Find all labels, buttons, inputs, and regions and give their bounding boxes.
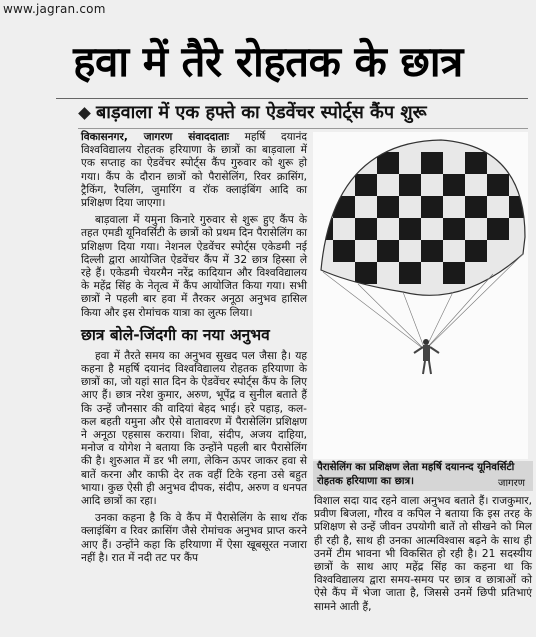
site-url: www.jagran.com [3, 2, 106, 16]
divider [78, 128, 528, 129]
article-paragraph: उनका कहना है कि वे कैंप में पैरासेलिंग के साथ रॉक क्लाइंबिंग व रिवर क्रासिंग जैसे रोमांचक अनुभव प्राप्त करने आए हैं। उन्होंने कहा कि हरियाणा में ऐसा खूबसूरत नजारा नहीं है। रात में नदी तट पर कैंप [81, 512, 307, 564]
subheadline-text: बाड़वाला में एक हफ्ते का ऐडवेंचर स्पोर्ट्स कैंप शुरू [96, 102, 427, 123]
paragraph-text: महर्षि दयानंद विश्वविद्यालय रोहतक हरियाणा के छात्रों का बाड़वाला में एक सप्ताह का ऐडवेंचर स्पोर्ट्स कैंप गुरुवार को शुरू हो गया। कैंप के दौरान छात्रों को पैरासेलिंग, रिवर क्रासिंग, ट्रैकिंग, रैपलिंग, जुमारिंग व रॉक क्लाइंबिंग आदि का प्रशिक्षण दिया जाएगा। [81, 131, 307, 210]
article-paragraph: हवा में तैरते समय का अनुभव सुखद पल जैसा है। यह कहना है महर्षि दयानंद विश्वविद्यालय रोहतक हरियाणा के छात्रों का, जो यहां सात दिन के ऐडवेंचर स्पोर्ट्स कैंप के लिए आए हैं। छात्र नरेश कुमार, अरुण, भूपेंद्र व सुनील बताते हैं कि उन्हें जौनसार की वादियां बेहद भाई। हरे पहाड़, कल-कल बहती यमुना और ऐसे वातावरण में पैरासेलिंग प्रशिक्षण ने अनूठा एहसास कराया। शिवा, संदीप, अजय दाहिया, मनोज व योगेश ने बताया कि उन्होंने पहली बार पैरासेलिंग की है। शुरुआत में डर भी लगा, लेकिन ऊपर जाकर हवा से बातें करना और काफी देर तक वहीं टिके रहना उसे बहुत भाया। कुछ ऐसी ही अनुभव दीपक, संदीप, अरुण व धनपत आदि छात्रों का रहा। [81, 349, 307, 508]
article-right-column [314, 495, 532, 614]
article-left-column [81, 131, 307, 569]
subheadline [80, 101, 530, 125]
photo-credit: जागरण [498, 478, 525, 489]
article-paragraph: बाड़वाला में यमुना किनारे गुरुवार से शुरू हुए कैंप के तहत एमडी यूनिवर्सिटी के छात्रों को प्रथम दिन पैरासेलिंग का प्रशिक्षण दिया गया। नेशनल ऐडवेंचर स्पोर्ट्स एकेडमी नई दिल्ली द्वारा आयोजित ऐडवेंचर कैंप में 32 छात्र हिस्सा ले रहे हैं। एकेडमी चेयरमैन नरेंद्र कादियान और विश्वविद्यालय के महेंद्र सिंह के नेतृत्व में कैंप आयोजित किया गया। सभी छात्रों ने पहली बार हवा में तैरकर अनूठा अनुभव हासिल किया और इस रोमांचक यात्रा का लुत्फ लिया। [81, 214, 307, 319]
caption-text: पैरासेलिंग का प्रशिक्षण लेता महर्षि दयानन्द यूनिवर्सिटी रोहतक हरियाणा का छात्र। [317, 462, 515, 487]
parachute-image [313, 132, 528, 459]
dateline: विकासनगर, जागरण संवाददाताः [81, 131, 229, 143]
divider [56, 98, 528, 99]
section-heading: छात्र बोले-जिंदगी का नया अनुभव [81, 325, 270, 344]
parasailing-photo [313, 132, 528, 459]
diamond-bullet-icon [78, 107, 91, 120]
article-paragraph [81, 131, 307, 210]
headline: हवा में तैरे रोहतक के छात्र [73, 37, 463, 86]
photo-caption [313, 461, 533, 491]
article-paragraph: विशाल सदा याद रहने वाला अनुभव बताते हैं। राजकुमार, प्रवीण बिजला, गौरव व कपिल ने बताया कि इस तरह के प्रशिक्षण से उन्हें जीवन उपयोगी बातें तो सीखने को मिल ही रही है, साथ ही उनका आत्मविश्वास बढ़ने के साथ ही उनमें टीम भावना भी विकसित हो रही है। 21 सदस्यीय छात्रों के साथ आए महेंद्र सिंह का कहना था कि विश्वविद्यालय द्वारा समय-समय पर छात्र व छात्राओं को ऐसे कैंप में भेजा जाता है, जिससे उनमें छिपी प्रतिभाएं सामने आती हैं, [314, 495, 532, 613]
